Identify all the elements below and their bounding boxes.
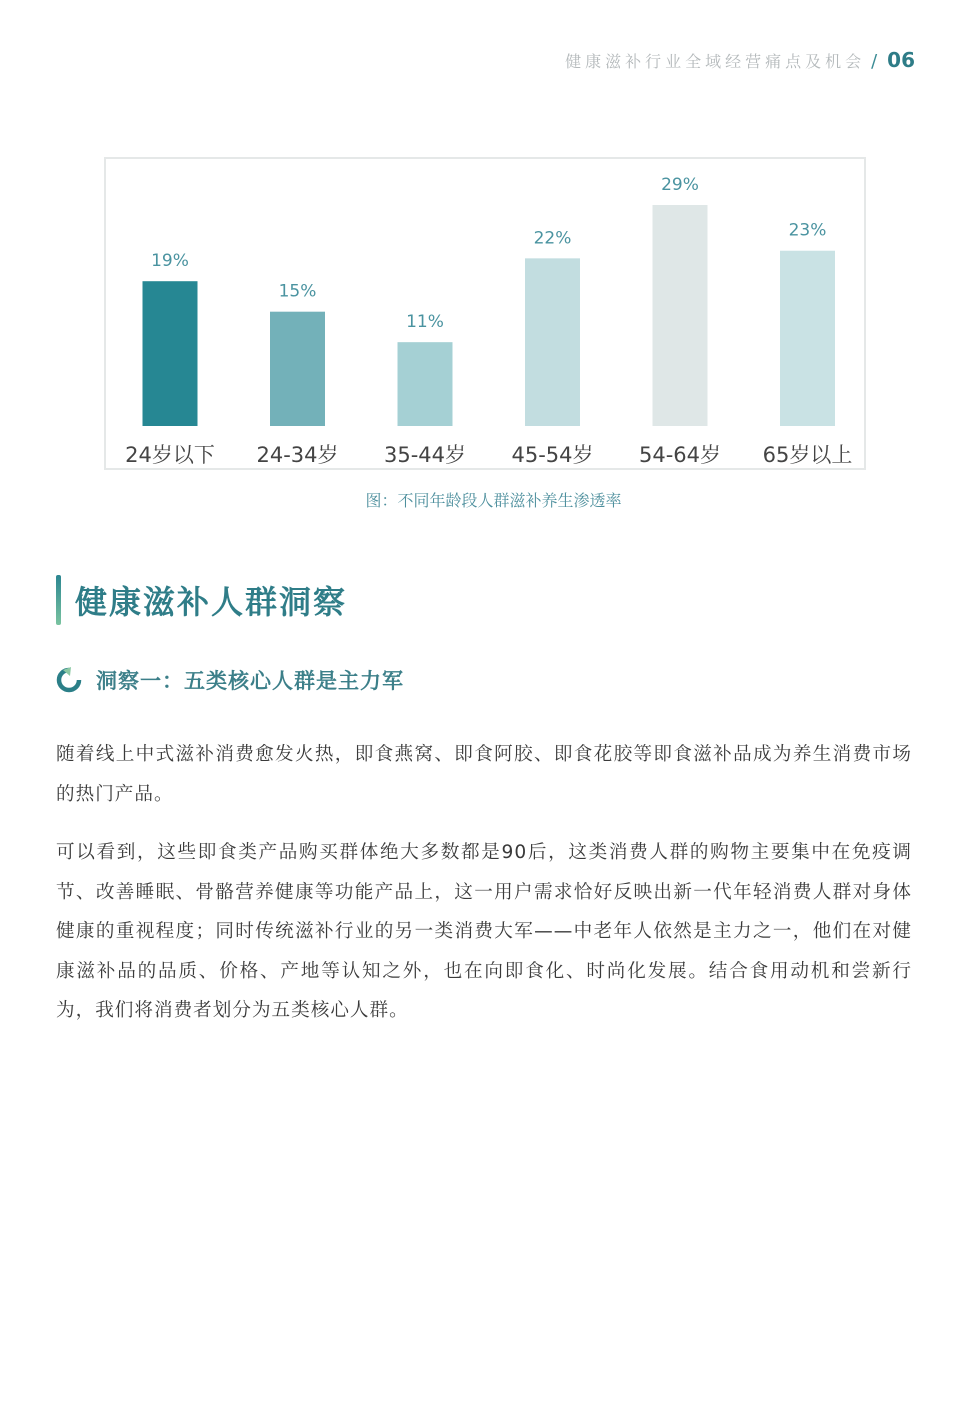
title-accent-bar — [56, 575, 61, 625]
header-slash: / — [871, 51, 878, 72]
bar-value-label: 11% — [406, 312, 444, 333]
bar-1 — [270, 312, 325, 426]
paragraph-text: 随着线上中式滋补消费愈发火热，即食燕窝、即食阿胶、即食花胶等即食滋补品成为养生消费市场的热门产品。 — [56, 744, 912, 805]
circular-arrow-icon — [56, 667, 82, 693]
subheading — [56, 665, 404, 695]
bar-3 — [525, 258, 580, 426]
bar-5 — [780, 251, 835, 426]
section-heading — [56, 576, 347, 624]
bar-value-label: 23% — [788, 220, 827, 241]
header-title: 健康滋补行业全域经营痛点及机会 — [565, 52, 866, 71]
category-label: 65岁以上 — [762, 443, 853, 467]
category-label: 24-34岁 — [256, 443, 339, 467]
page-header — [565, 48, 915, 72]
bar-chart-svg — [106, 159, 868, 472]
bar-value-label: 15% — [278, 281, 317, 302]
category-label: 24岁以下 — [125, 443, 215, 467]
section-title: 健康滋补人群洞察 — [75, 583, 348, 621]
bar-value-label: 19% — [151, 251, 189, 272]
category-label: 45-54岁 — [511, 443, 594, 467]
body-paragraph-1 — [56, 735, 912, 814]
bar-value-label: 29% — [661, 175, 699, 195]
paragraph-text: 可以看到，这些即食类产品购买群体绝大多数都是90后，这类消费人群的购物主要集中在免疫调节、改善睡眠、骨骼营养健康等功能产品上，这一用户需求恰好反映出新一代年轻消费人群对身体健康的重视程度；同时传统滋补行业的另一类消费大军——中老年人依然是主力之一，他们在对健康滋补品的品质、价格、产地等认知之外，也在向即食化、时尚化发展。结合食用动机和尝新行为，我们将消费者划分为五类核心人群。 — [56, 842, 912, 1021]
bar-value-label: 22% — [533, 228, 572, 249]
subheading-text: 洞察一：五类核心人群是主力军 — [96, 669, 404, 693]
bar-chart — [104, 157, 866, 470]
chart-caption: 图：不同年龄段人群滋补养生渗透率 — [365, 491, 622, 510]
category-label: 54-64岁 — [638, 443, 722, 467]
bar-2 — [398, 342, 453, 426]
category-label: 35-44岁 — [383, 443, 467, 467]
bar-0 — [143, 281, 198, 426]
bar-4 — [653, 205, 708, 426]
body-paragraph-2 — [56, 833, 912, 1031]
page-number: 06 — [887, 48, 915, 72]
